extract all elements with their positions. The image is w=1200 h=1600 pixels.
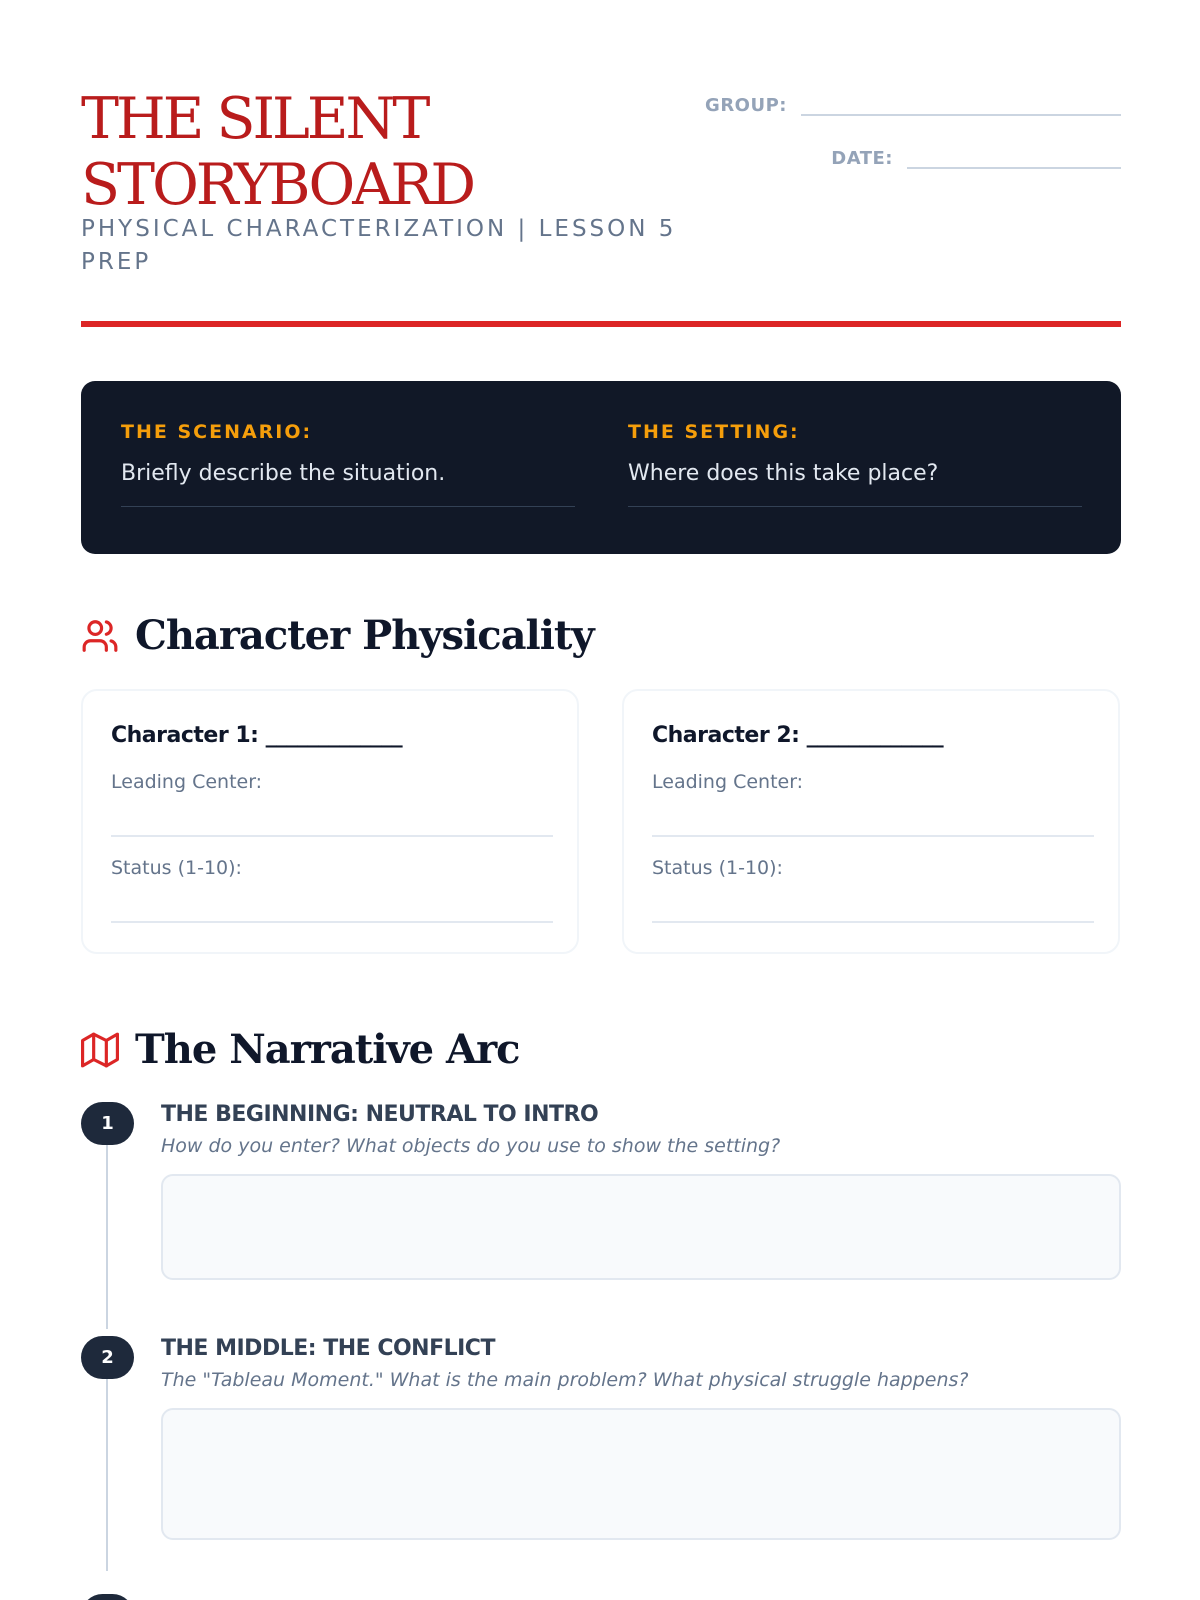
- arc-title: The Narrative Arc: [135, 1026, 520, 1073]
- step-answer-box[interactable]: [161, 1174, 1121, 1280]
- character-title: Character 1: _____________: [111, 723, 403, 748]
- worksheet-header: [81, 86, 1121, 326]
- setting-column: [628, 421, 1082, 507]
- group-label: GROUP:: [705, 95, 787, 116]
- step-title: THE MIDDLE: THE CONFLICT: [161, 1336, 495, 1361]
- status-field[interactable]: [111, 853, 553, 923]
- step-prompt: How do you enter? What objects do you use to show the setting?: [161, 1135, 781, 1157]
- leading-center-label: Leading Center:: [111, 771, 263, 793]
- date-input-line[interactable]: [907, 143, 1121, 169]
- step-title: THE BEGINNING: NEUTRAL TO INTRO: [161, 1102, 599, 1127]
- step-number-badge: 1: [81, 1102, 134, 1145]
- step-prompt: The "Tableau Moment." What is the main problem? What physical struggle happens?: [161, 1369, 969, 1391]
- leading-center-field[interactable]: [652, 767, 1094, 837]
- scenario-column: [121, 421, 575, 507]
- scenario-panel: [81, 381, 1121, 554]
- leading-center-label: Leading Center:: [652, 771, 804, 793]
- status-label: Status (1-10):: [652, 857, 783, 879]
- setting-input[interactable]: Where does this take place?: [628, 461, 1082, 507]
- users-icon: [81, 617, 119, 655]
- step-number-badge: [81, 1594, 134, 1600]
- leading-center-field[interactable]: [111, 767, 553, 837]
- step-number-badge: 2: [81, 1336, 134, 1379]
- date-label: DATE:: [831, 148, 893, 169]
- date-field: [831, 143, 1121, 169]
- scenario-input[interactable]: Briefly describe the situation.: [121, 461, 575, 507]
- page-title: THE SILENT STORYBOARD: [81, 86, 474, 218]
- group-input-line[interactable]: [801, 90, 1121, 116]
- step-answer-box[interactable]: [161, 1408, 1121, 1540]
- character-card-2: [622, 689, 1120, 954]
- physicality-heading: [81, 612, 594, 659]
- physicality-title: Character Physicality: [135, 612, 594, 659]
- arc-heading: [81, 1026, 520, 1073]
- header-divider: [81, 321, 1121, 327]
- page-subtitle: PHYSICAL CHARACTERIZATION | LESSON 5 PREP: [81, 216, 677, 275]
- scenario-label: THE SCENARIO:: [121, 421, 313, 443]
- group-field: [705, 90, 1121, 116]
- timeline-connector: [106, 1379, 108, 1571]
- worksheet-page: [81, 0, 1121, 1600]
- character-title: Character 2: _____________: [652, 723, 944, 748]
- timeline-connector: [106, 1145, 108, 1329]
- map-icon: [81, 1031, 119, 1069]
- status-field[interactable]: [652, 853, 1094, 923]
- setting-label: THE SETTING:: [628, 421, 800, 443]
- character-card-1: [81, 689, 579, 954]
- status-label: Status (1-10):: [111, 857, 242, 879]
